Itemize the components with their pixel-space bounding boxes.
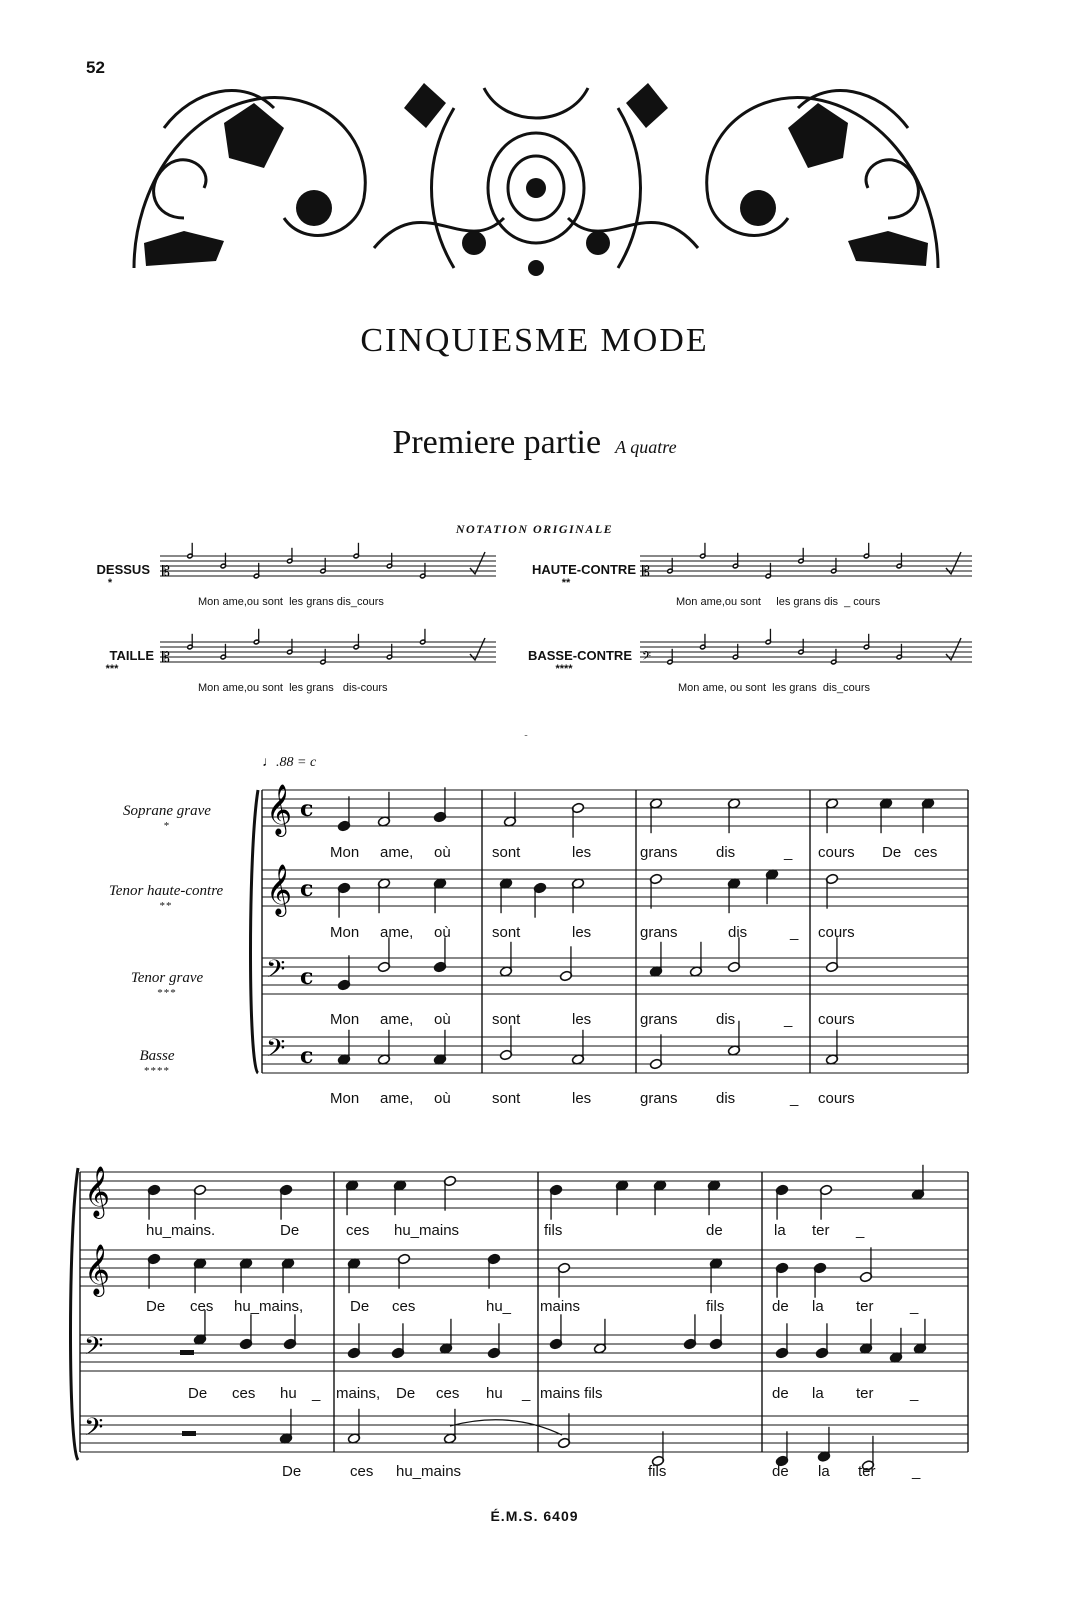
lyric-syllable: où (434, 1011, 451, 1028)
lyric-syllable: De (282, 1463, 302, 1480)
clef-symbol: 𝄢 (266, 955, 286, 990)
lyric-syllable: mains, (336, 1385, 381, 1402)
lyric-syllable: dis (716, 844, 736, 861)
lyric-syllable: grans (640, 844, 678, 861)
lyric-syllable: sont (492, 924, 521, 941)
lyric-syllable: grans (640, 1090, 678, 1107)
lyric-syllable: dis (728, 924, 748, 941)
lyric-syllable: _ (784, 844, 793, 861)
subtitle-note: A quatre (615, 437, 677, 457)
rest-symbol (182, 1431, 196, 1436)
voice-name: Soprane grave (123, 803, 211, 819)
lyric-syllable: cours (818, 1011, 855, 1028)
lyric-syllable: la (812, 1385, 824, 1402)
lyric-syllable: ces (232, 1385, 256, 1402)
subtitle-text: Premiere partie (392, 424, 602, 461)
lyric-syllable: De (188, 1385, 208, 1402)
lyric-syllable: grans (640, 1011, 678, 1028)
orig-voice-name: BASSE-CONTRE (527, 648, 632, 663)
lyric-syllable: la (774, 1222, 786, 1239)
voice-name: Basse (139, 1048, 175, 1064)
lyric-syllable: hu_mains. (146, 1222, 216, 1239)
lyric-syllable: les (572, 844, 592, 861)
lyric-syllable: De (280, 1222, 300, 1239)
clef-symbol: 𝄡 (642, 564, 650, 580)
lyric-syllable: ame, (380, 1090, 414, 1107)
lyric-syllable: où (434, 1090, 451, 1107)
clef-symbol: 𝄡 (162, 650, 170, 666)
lyric-syllable: ces (392, 1298, 416, 1315)
lyric-syllable: de (772, 1298, 789, 1315)
time-signature: c (300, 964, 314, 990)
orig-lyric-haute-contre: Mon ame,ou sont les grans dis _ cours (676, 596, 881, 608)
piece-title: CINQUIESME MODE (360, 322, 709, 359)
lyric-syllable: dis (716, 1011, 736, 1028)
voice-stars: *** (157, 987, 177, 999)
lyric-syllable: ces (350, 1463, 374, 1480)
clef-symbol: 𝄢 (84, 1332, 104, 1367)
lyric-syllable: fils (706, 1298, 725, 1315)
lyric-syllable: _ (790, 1090, 799, 1107)
lyric-syllable: De (146, 1298, 166, 1315)
lyric-syllable: ces (914, 844, 938, 861)
lyric-syllable: ame, (380, 924, 414, 941)
lyric-syllable: De (882, 844, 902, 861)
lyric-syllable: Mon (330, 844, 360, 861)
lyric-syllable: hu (486, 1385, 503, 1402)
lyric-syllable: hu_mains (394, 1222, 460, 1239)
lyric-syllable: cours (818, 1090, 855, 1107)
tie-curve (450, 1420, 562, 1435)
clef-symbol: 𝄞 (84, 1244, 111, 1295)
page-number: 52 (86, 58, 105, 77)
lyric-syllable: _ (312, 1385, 321, 1402)
notation-heading: NOTATION ORIGINALE (455, 522, 614, 536)
lyric-syllable: _ (790, 924, 799, 941)
time-signature: c (300, 1043, 314, 1069)
lyric-syllable: fils (544, 1222, 563, 1239)
lyric-syllable: les (572, 924, 592, 941)
orig-lyric-dessus: Mon ame,ou sont les grans dis_cours (198, 596, 384, 608)
clef-symbol: 𝄞 (266, 784, 293, 835)
lyric-syllable: de (706, 1222, 723, 1239)
lyric-syllable: ame, (380, 1011, 414, 1028)
clef-symbol: 𝄢 (642, 650, 652, 666)
lyric-syllable: _ (912, 1463, 921, 1480)
lyric-syllable: Mon (330, 924, 360, 941)
lyric-syllable: _ (910, 1298, 919, 1315)
lyric-syllable: ter (856, 1385, 874, 1402)
orig-voice-name: DESSUS (96, 562, 150, 577)
voice-name: Tenor grave (130, 970, 204, 986)
lyric-syllable: hu_mains (396, 1463, 462, 1480)
lyric-syllable: cours (818, 924, 855, 941)
lyric-syllable: dis (716, 1090, 736, 1107)
lyric-syllable: _ (522, 1385, 531, 1402)
lyric-syllable: _ (910, 1385, 919, 1402)
lyric-syllable: ame, (380, 844, 414, 861)
tempo-marking: ♩.88 = c (262, 755, 317, 770)
system-brace (251, 790, 259, 1073)
time-signature: c (300, 876, 314, 902)
lyric-syllable: _ (784, 1011, 793, 1028)
orig-voice-stars: ** (561, 577, 571, 589)
voice-stars: * (163, 820, 171, 832)
lyric-syllable: sont (492, 1011, 521, 1028)
lyric-syllable: sont (492, 844, 521, 861)
lyric-syllable: De (350, 1298, 370, 1315)
clef-symbol: 𝄢 (266, 1034, 286, 1069)
lyric-syllable: fils (648, 1463, 667, 1480)
lyric-syllable: Mon (330, 1011, 360, 1028)
lyric-syllable: hu_mains, (234, 1298, 304, 1315)
lyric-syllable: la (818, 1463, 830, 1480)
orig-voice-stars: *** (105, 663, 119, 675)
time-signature: c (300, 796, 314, 822)
orig-lyric-taille: Mon ame,ou sont les grans dis-cours (198, 682, 388, 694)
lyric-syllable: De (396, 1385, 416, 1402)
lyric-syllable: hu_ (486, 1298, 512, 1315)
lyric-syllable: les (572, 1011, 592, 1028)
voice-name: Tenor haute-contre (108, 883, 224, 899)
lyric-syllable: ter (858, 1463, 876, 1480)
lyric-syllable: grans (640, 924, 678, 941)
orig-voice-name: TAILLE (109, 648, 154, 663)
voice-stars: **** (144, 1065, 170, 1077)
lyric-syllable: ter (812, 1222, 830, 1239)
lyric-syllable: de (772, 1385, 789, 1402)
system-brace (71, 1168, 79, 1460)
clef-symbol: 𝄢 (84, 1413, 104, 1448)
lyric-syllable: ces (346, 1222, 370, 1239)
lyric-syllable: ces (436, 1385, 460, 1402)
lyric-syllable: où (434, 844, 451, 861)
lyric-syllable: hu (280, 1385, 297, 1402)
lyric-syllable: ces (190, 1298, 214, 1315)
clef-symbol: 𝄞 (266, 864, 293, 915)
lyric-syllable: sont (492, 1090, 521, 1107)
voice-stars: ** (159, 900, 173, 912)
orig-lyric-basse-contre: Mon ame, ou sont les grans dis_cours (678, 682, 870, 694)
lyric-syllable: mains fils (540, 1385, 603, 1402)
orig-voice-name: HAUTE-CONTRE (532, 562, 636, 577)
plate-number: É.M.S. 6409 (490, 1508, 579, 1524)
lyric-syllable: la (812, 1298, 824, 1315)
orig-voice-stars: * (107, 577, 113, 589)
lyric-syllable: mains (540, 1298, 581, 1315)
rest-symbol (180, 1350, 194, 1355)
orig-voice-stars: **** (555, 663, 573, 675)
lyric-syllable: _ (856, 1222, 865, 1239)
lyric-syllable: cours (818, 844, 855, 861)
lyric-syllable: les (572, 1090, 592, 1107)
lyric-syllable: de (772, 1463, 789, 1480)
lyric-syllable: ter (856, 1298, 874, 1315)
lyric-syllable: où (434, 924, 451, 941)
clef-symbol: 𝄞 (84, 1166, 111, 1217)
clef-symbol: 𝄡 (162, 564, 170, 580)
lyric-syllable: Mon (330, 1090, 360, 1107)
